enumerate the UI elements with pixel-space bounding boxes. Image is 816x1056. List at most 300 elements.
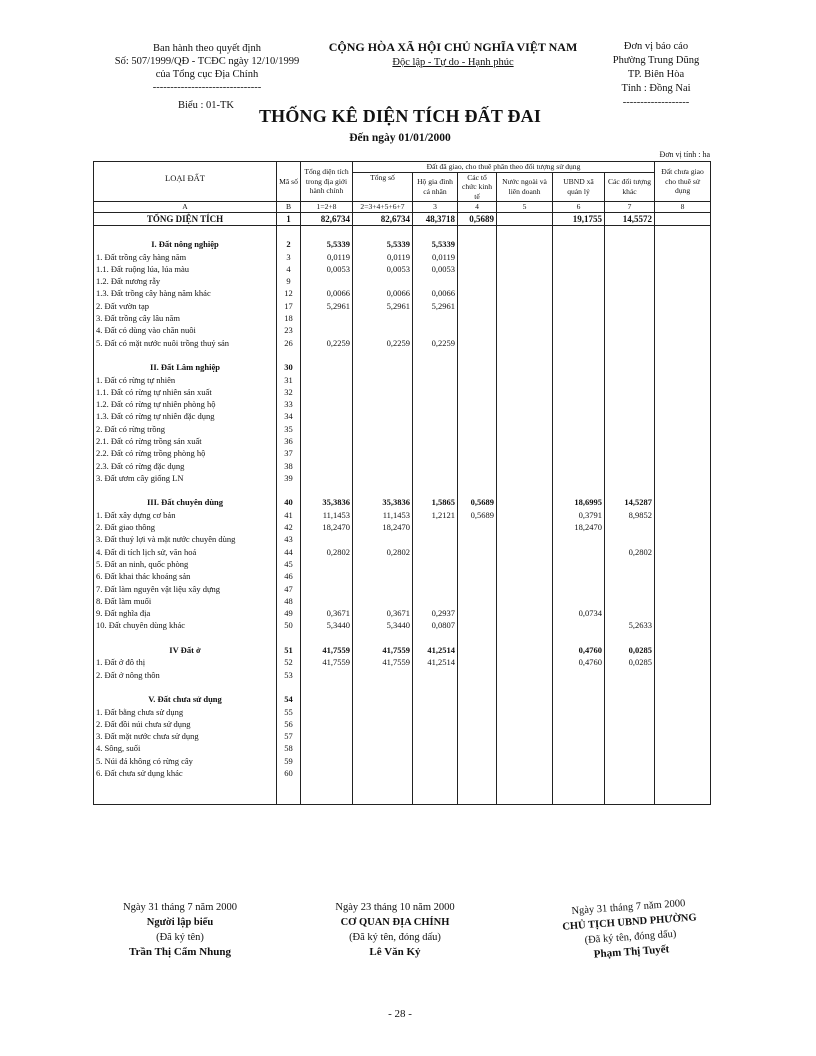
- value-cell: [553, 349, 605, 361]
- signature-chairman: [533, 893, 727, 966]
- land-type-cell: TỔNG DIỆN TÍCH: [94, 212, 277, 225]
- table-row: [94, 361, 711, 373]
- value-cell: [458, 250, 497, 262]
- table-row: [94, 250, 711, 262]
- header-economic-orgs: Các tổ chức kinh tế: [458, 172, 497, 202]
- value-cell: [605, 730, 655, 742]
- value-cell: [655, 730, 711, 742]
- value-cell: [353, 668, 413, 680]
- value-cell: [413, 718, 458, 730]
- value-cell: [655, 472, 711, 484]
- table-row: [94, 275, 711, 287]
- value-cell: [413, 791, 458, 804]
- value-cell: [458, 275, 497, 287]
- value-cell: [497, 410, 553, 422]
- value-cell: 8,9852: [605, 509, 655, 521]
- value-cell: [553, 779, 605, 791]
- value-cell: [655, 718, 711, 730]
- value-cell: [605, 755, 655, 767]
- value-cell: [413, 705, 458, 717]
- value-cell: [353, 705, 413, 717]
- value-cell: 0,2802: [605, 546, 655, 558]
- value-cell: [353, 755, 413, 767]
- land-type-cell: 3. Đất thuỷ lợi và mặt nước chuyên dùng: [94, 533, 277, 545]
- value-cell: [458, 558, 497, 570]
- value-cell: [605, 435, 655, 447]
- value-cell: 5,3440: [353, 619, 413, 631]
- value-cell: [413, 349, 458, 361]
- value-cell: [553, 435, 605, 447]
- value-cell: [655, 705, 711, 717]
- land-type-cell: 7. Đất làm nguyên vật liệu xây dựng: [94, 582, 277, 594]
- value-cell: [553, 287, 605, 299]
- code-cell: 56: [277, 718, 301, 730]
- value-cell: [605, 250, 655, 262]
- reporting-unit-label: Đơn vị báo cáo: [623, 41, 689, 52]
- table-row: [94, 693, 711, 705]
- value-cell: [605, 238, 655, 250]
- value-cell: [497, 435, 553, 447]
- value-cell: [553, 373, 605, 385]
- value-cell: 0,0807: [413, 619, 458, 631]
- value-cell: [553, 386, 605, 398]
- value-cell: [301, 398, 353, 410]
- value-cell: [655, 435, 711, 447]
- value-cell: [353, 472, 413, 484]
- value-cell: [458, 349, 497, 361]
- header-code: Mã số: [277, 162, 301, 202]
- value-cell: [605, 410, 655, 422]
- index-cell: B: [277, 202, 301, 213]
- value-cell: [353, 435, 413, 447]
- land-type-cell: 1. Đất ở đô thị: [94, 656, 277, 668]
- value-cell: [553, 632, 605, 644]
- value-cell: [413, 398, 458, 410]
- value-cell: [353, 718, 413, 730]
- value-cell: [605, 275, 655, 287]
- value-cell: [553, 533, 605, 545]
- value-cell: [353, 730, 413, 742]
- value-cell: [353, 312, 413, 324]
- value-cell: 35,3836: [353, 496, 413, 508]
- value-cell: [413, 681, 458, 693]
- value-cell: [353, 582, 413, 594]
- value-cell: [655, 546, 711, 558]
- value-cell: [458, 718, 497, 730]
- value-cell: [497, 423, 553, 435]
- value-cell: [353, 386, 413, 398]
- code-cell: 3: [277, 250, 301, 262]
- value-cell: [605, 570, 655, 582]
- table-row: [94, 582, 711, 594]
- land-type-cell: 10. Đất chuyên dùng khác: [94, 619, 277, 631]
- value-cell: [458, 644, 497, 656]
- value-cell: [301, 570, 353, 582]
- national-heading: [318, 40, 588, 68]
- value-cell: [301, 668, 353, 680]
- value-cell: [553, 791, 605, 804]
- value-cell: [497, 533, 553, 545]
- land-type-cell: [94, 681, 277, 693]
- issuing-decision-block: [92, 42, 322, 94]
- code-cell: 37: [277, 447, 301, 459]
- signature-note: (Đã ký tên, đóng dấu): [349, 932, 441, 943]
- table-row: [94, 668, 711, 680]
- value-cell: 41,7559: [353, 644, 413, 656]
- value-cell: [458, 742, 497, 754]
- code-cell: 40: [277, 496, 301, 508]
- value-cell: [413, 546, 458, 558]
- value-cell: [458, 386, 497, 398]
- land-type-cell: I. Đất nông nghiệp: [94, 238, 277, 250]
- value-cell: [353, 275, 413, 287]
- land-type-cell: 1.3. Đất trồng cây hàng năm khác: [94, 287, 277, 299]
- value-cell: [605, 668, 655, 680]
- table-row: [94, 533, 711, 545]
- table-body: [94, 212, 711, 804]
- value-cell: [301, 312, 353, 324]
- value-cell: 11,1453: [301, 509, 353, 521]
- value-cell: [458, 324, 497, 336]
- value-cell: [655, 250, 711, 262]
- value-cell: [553, 312, 605, 324]
- value-cell: [655, 275, 711, 287]
- value-cell: [497, 755, 553, 767]
- value-cell: [353, 791, 413, 804]
- code-cell: 45: [277, 558, 301, 570]
- code-cell: 12: [277, 287, 301, 299]
- table-row: [94, 656, 711, 668]
- value-cell: [497, 238, 553, 250]
- value-cell: 0,4760: [553, 644, 605, 656]
- value-cell: [458, 447, 497, 459]
- reporting-divider: -------------------: [622, 97, 690, 108]
- value-cell: [605, 300, 655, 312]
- value-cell: [497, 324, 553, 336]
- value-cell: [497, 558, 553, 570]
- code-cell: 60: [277, 767, 301, 779]
- land-type-cell: 1. Đất bằng chưa sử dụng: [94, 705, 277, 717]
- value-cell: 0,0285: [605, 656, 655, 668]
- value-cell: [353, 349, 413, 361]
- land-type-cell: 1. Đất có rừng tự nhiên: [94, 373, 277, 385]
- value-cell: [655, 386, 711, 398]
- value-cell: [497, 619, 553, 631]
- value-cell: 14,5287: [605, 496, 655, 508]
- value-cell: [605, 779, 655, 791]
- reporting-ward: Phường Trung Dũng: [612, 55, 700, 66]
- value-cell: [458, 373, 497, 385]
- code-cell: 32: [277, 386, 301, 398]
- land-type-cell: II. Đất Lâm nghiệp: [94, 361, 277, 373]
- table-row: [94, 718, 711, 730]
- value-cell: [301, 791, 353, 804]
- value-cell: [497, 791, 553, 804]
- value-cell: [301, 767, 353, 779]
- signature-name: Phạm Thị Tuyết: [593, 943, 670, 961]
- value-cell: [605, 533, 655, 545]
- value-cell: [655, 558, 711, 570]
- value-cell: [497, 496, 553, 508]
- land-type-cell: [94, 791, 277, 804]
- value-cell: 5,5339: [301, 238, 353, 250]
- value-cell: 5,3440: [301, 619, 353, 631]
- code-cell: 31: [277, 373, 301, 385]
- value-cell: [605, 312, 655, 324]
- land-type-cell: 4. Sông, suối: [94, 742, 277, 754]
- value-cell: [655, 595, 711, 607]
- value-cell: [497, 361, 553, 373]
- value-cell: 0,3671: [353, 607, 413, 619]
- value-cell: [497, 779, 553, 791]
- value-cell: 0,4760: [553, 656, 605, 668]
- value-cell: [655, 681, 711, 693]
- code-cell: 33: [277, 398, 301, 410]
- value-cell: [353, 225, 413, 238]
- value-cell: [413, 779, 458, 791]
- reporting-unit-block: [590, 40, 722, 110]
- code-cell: 41: [277, 509, 301, 521]
- value-cell: [605, 361, 655, 373]
- value-cell: [413, 472, 458, 484]
- value-cell: [605, 582, 655, 594]
- value-cell: [301, 275, 353, 287]
- value-cell: [413, 484, 458, 496]
- value-cell: [497, 275, 553, 287]
- value-cell: [605, 767, 655, 779]
- table-row: [94, 324, 711, 336]
- value-cell: [413, 767, 458, 779]
- land-type-cell: [94, 225, 277, 238]
- table-row: [94, 595, 711, 607]
- value-cell: [553, 718, 605, 730]
- code-cell: 9: [277, 275, 301, 287]
- value-cell: [605, 705, 655, 717]
- value-cell: 0,0119: [413, 250, 458, 262]
- value-cell: [497, 225, 553, 238]
- value-cell: [497, 742, 553, 754]
- country-title: CỘNG HÒA XÃ HỘI CHỦ NGHĨA VIỆT NAM: [328, 40, 578, 54]
- value-cell: [301, 779, 353, 791]
- table-row: [94, 496, 711, 508]
- value-cell: [353, 558, 413, 570]
- header-index-row: [94, 202, 711, 213]
- value-cell: [605, 595, 655, 607]
- value-cell: [605, 336, 655, 348]
- value-cell: [458, 263, 497, 275]
- value-cell: [497, 373, 553, 385]
- issuing-divider: -------------------------------: [152, 82, 262, 93]
- value-cell: [413, 410, 458, 422]
- value-cell: [497, 656, 553, 668]
- value-cell: 18,2470: [553, 521, 605, 533]
- value-cell: 18,2470: [353, 521, 413, 533]
- value-cell: [655, 570, 711, 582]
- value-cell: [301, 435, 353, 447]
- value-cell: [655, 767, 711, 779]
- land-type-cell: 5. Đất có mặt nước nuôi trồng thuỷ sản: [94, 336, 277, 348]
- spacer-row: [94, 791, 711, 804]
- value-cell: [413, 373, 458, 385]
- code-cell: [277, 225, 301, 238]
- form-code: Biểu : 01-TK: [178, 100, 234, 111]
- index-cell: 8: [655, 202, 711, 213]
- value-cell: [605, 484, 655, 496]
- value-cell: [655, 373, 711, 385]
- value-cell: [458, 312, 497, 324]
- value-cell: [497, 447, 553, 459]
- code-cell: 54: [277, 693, 301, 705]
- value-cell: [553, 225, 605, 238]
- value-cell: 0,2259: [413, 336, 458, 348]
- value-cell: [553, 275, 605, 287]
- value-cell: [458, 300, 497, 312]
- table-row: [94, 373, 711, 385]
- value-cell: [353, 410, 413, 422]
- value-cell: [605, 263, 655, 275]
- code-cell: 35: [277, 423, 301, 435]
- table-row: [94, 447, 711, 459]
- land-type-cell: 1.2. Đất nương rẫy: [94, 275, 277, 287]
- table-row: [94, 509, 711, 521]
- value-cell: [458, 730, 497, 742]
- land-type-cell: 9. Đất nghĩa địa: [94, 607, 277, 619]
- value-cell: [301, 742, 353, 754]
- value-cell: 5,2633: [605, 619, 655, 631]
- value-cell: [655, 656, 711, 668]
- code-cell: 2: [277, 238, 301, 250]
- table-row: [94, 619, 711, 631]
- value-cell: [413, 275, 458, 287]
- value-cell: [353, 459, 413, 471]
- value-cell: [413, 423, 458, 435]
- value-cell: 82,6734: [301, 212, 353, 225]
- land-type-cell: V. Đất chưa sử dụng: [94, 693, 277, 705]
- value-cell: 41,2514: [413, 656, 458, 668]
- index-cell: A: [94, 202, 277, 213]
- index-cell: 4: [458, 202, 497, 213]
- value-cell: 0,5689: [458, 496, 497, 508]
- value-cell: [301, 484, 353, 496]
- land-type-cell: 8. Đất làm muối: [94, 595, 277, 607]
- value-cell: [553, 300, 605, 312]
- value-cell: [655, 410, 711, 422]
- value-cell: [605, 225, 655, 238]
- value-cell: [655, 607, 711, 619]
- code-cell: [277, 779, 301, 791]
- code-cell: [277, 484, 301, 496]
- value-cell: [605, 349, 655, 361]
- value-cell: [655, 582, 711, 594]
- code-cell: [277, 791, 301, 804]
- value-cell: [655, 509, 711, 521]
- value-cell: [553, 459, 605, 471]
- land-type-cell: III. Đất chuyên dùng: [94, 496, 277, 508]
- value-cell: [353, 447, 413, 459]
- value-cell: [497, 398, 553, 410]
- land-type-cell: [94, 484, 277, 496]
- value-cell: 41,7559: [301, 656, 353, 668]
- value-cell: 0,2259: [353, 336, 413, 348]
- land-type-cell: 2. Đất có rừng trồng: [94, 423, 277, 435]
- table-row: [94, 287, 711, 299]
- value-cell: [605, 607, 655, 619]
- value-cell: [553, 250, 605, 262]
- value-cell: [413, 595, 458, 607]
- value-cell: 0,0053: [301, 263, 353, 275]
- value-cell: 11,1453: [353, 509, 413, 521]
- code-cell: [277, 681, 301, 693]
- value-cell: [353, 484, 413, 496]
- value-cell: [301, 472, 353, 484]
- value-cell: [553, 681, 605, 693]
- land-type-cell: 6. Đất chưa sử dụng khác: [94, 767, 277, 779]
- signature-role: CƠ QUAN ĐỊA CHÍNH: [340, 917, 450, 928]
- value-cell: 0,2259: [301, 336, 353, 348]
- spacer-row: [94, 225, 711, 238]
- value-cell: [458, 533, 497, 545]
- issuing-line-3: của Tổng cục Địa Chính: [155, 69, 259, 80]
- code-cell: 23: [277, 324, 301, 336]
- value-cell: [655, 755, 711, 767]
- value-cell: [413, 632, 458, 644]
- value-cell: 35,3836: [301, 496, 353, 508]
- signature-note: (Đã ký tên, đóng dấu): [584, 928, 677, 947]
- land-type-cell: 3. Đất mặt nước chưa sử dụng: [94, 730, 277, 742]
- value-cell: [301, 447, 353, 459]
- value-cell: [553, 546, 605, 558]
- value-cell: 18,6995: [553, 496, 605, 508]
- value-cell: [458, 472, 497, 484]
- table-row: [94, 644, 711, 656]
- value-cell: [458, 595, 497, 607]
- value-cell: [655, 484, 711, 496]
- value-cell: [553, 582, 605, 594]
- table-row: [94, 472, 711, 484]
- value-cell: 0,0734: [553, 607, 605, 619]
- value-cell: 1,2121: [413, 509, 458, 521]
- code-cell: 46: [277, 570, 301, 582]
- value-cell: [497, 300, 553, 312]
- value-cell: [413, 668, 458, 680]
- value-cell: [655, 423, 711, 435]
- value-cell: [605, 681, 655, 693]
- value-cell: [301, 361, 353, 373]
- table-row: [94, 398, 711, 410]
- table-row: [94, 410, 711, 422]
- value-cell: [497, 681, 553, 693]
- value-cell: [413, 570, 458, 582]
- header-total-area: Tổng diện tích trong địa giới hành chính: [301, 162, 353, 202]
- value-cell: [497, 570, 553, 582]
- value-cell: [413, 558, 458, 570]
- table-row: [94, 546, 711, 558]
- value-cell: [301, 533, 353, 545]
- table-row: [94, 312, 711, 324]
- value-cell: [497, 607, 553, 619]
- value-cell: [655, 496, 711, 508]
- value-cell: [458, 398, 497, 410]
- value-cell: [605, 423, 655, 435]
- code-cell: 57: [277, 730, 301, 742]
- value-cell: [553, 730, 605, 742]
- value-cell: 5,5339: [413, 238, 458, 250]
- table-row: [94, 459, 711, 471]
- signature-name: Lê Văn Kỷ: [369, 946, 421, 958]
- code-cell: 47: [277, 582, 301, 594]
- unit-label: Đơn vị tính : ha: [659, 150, 710, 159]
- signature-note: (Đã ký tên): [156, 932, 204, 943]
